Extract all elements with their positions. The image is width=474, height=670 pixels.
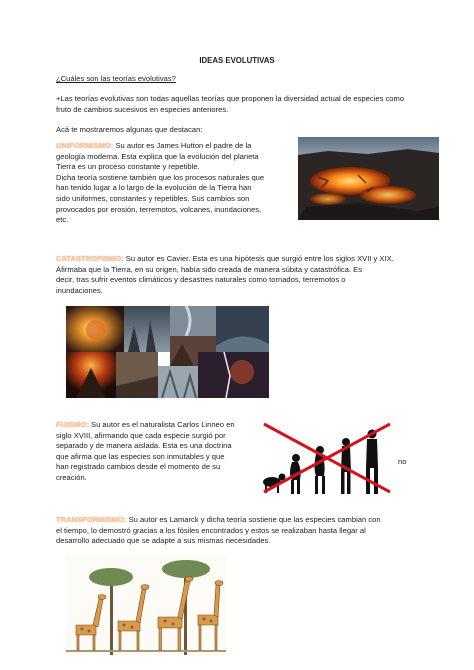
uniformismo-line: Tierra es un proceso constante y repetible. xyxy=(56,162,200,172)
transformismo-paragraph xyxy=(56,515,426,547)
fijismo-line: Su autor es el naturalista Carlos Linneo en xyxy=(88,420,235,429)
disaster-collage-image xyxy=(66,306,269,398)
uniformismo-label: UNIFORMISMO: xyxy=(56,141,114,150)
uniformismo-line: provocados por erosión, terremotos, volcanes, inundaciones, xyxy=(56,204,262,214)
catastrofismo-line: Su autor es Cavier. Esta es una hipótesis que surgió entre los siglos XVII y XIX. xyxy=(123,254,394,263)
fijismo-line: han registrado cambios desde el momento de su xyxy=(56,462,221,472)
lead-text: Acá te mostraremos algunas que destacan: xyxy=(56,125,203,134)
fijismo-line: creación. xyxy=(56,472,87,482)
fijismo-paragraph xyxy=(56,420,256,484)
fijismo-line: separado y de manera aislada. Esta es una doctrina xyxy=(56,441,232,451)
catastrofismo-paragraph xyxy=(56,254,416,296)
catastrofismo-label: CATASTROFISMO: xyxy=(56,254,124,263)
transformismo-line: desarrollo adecuado que se adapte a sus mismas necesidades. xyxy=(56,536,271,546)
transformismo-line: el tiempo, lo demostró gracias a los fósiles encontrados y estos se realizaban hasta llegar al xyxy=(56,525,366,535)
crossed-evolution-image xyxy=(260,420,394,496)
fijismo-side-word: no xyxy=(398,457,407,466)
uniformismo-line: han tenido lugar a lo largo de la evolución de la Tierra han xyxy=(56,183,252,193)
uniformismo-line: Dicha teoría sostiene también que los procesos naturales que xyxy=(56,172,265,182)
transformismo-line: Su autor es Lamarck y dicha teoría sostiene que las especies cambian con xyxy=(126,515,381,524)
document-title: IDEAS EVOLUTIVAS xyxy=(199,56,275,65)
uniformismo-line: geología moderna. Esta explica que la evolución del planeta xyxy=(56,151,259,161)
fijismo-label: FIJISMO: xyxy=(56,420,89,429)
catastrofismo-line: decir, tras sufrir eventos climáticos y desastres naturales como tornados, terremotos o xyxy=(56,275,346,285)
intro-paragraph: +Las teorías evolutivas son todas aquellas teorías que proponen la diversidad actual de especies como fruto de cambios sucesivos en especies anteriores. xyxy=(56,94,405,114)
uniformismo-line: etc. xyxy=(56,215,69,225)
fijismo-line: que afirma que las especies son inmutables y que xyxy=(56,451,225,461)
catastrofismo-line: Afirmaba que la Tierra, en su origen, había sido creada de manera súbita y catastrófica. Es xyxy=(56,264,363,274)
giraffes-illustration xyxy=(66,555,226,655)
transformismo-label: TRANSFORMISMO: xyxy=(56,515,127,524)
question-heading: ¿Cuáles son las teorías evolutivas? xyxy=(56,74,176,83)
uniformismo-line: sido uniformes, constantes y repetibles. Sus cambios son xyxy=(56,193,250,203)
lava-field-image xyxy=(298,137,439,220)
uniformismo-paragraph xyxy=(56,141,296,226)
uniformismo-line: Su autor es James Hutton el padre de la xyxy=(113,141,252,150)
catastrofismo-line: inundaciones. xyxy=(56,285,103,295)
fijismo-line: siglo XVIII, afirmando que cada especie surgió por xyxy=(56,430,226,440)
